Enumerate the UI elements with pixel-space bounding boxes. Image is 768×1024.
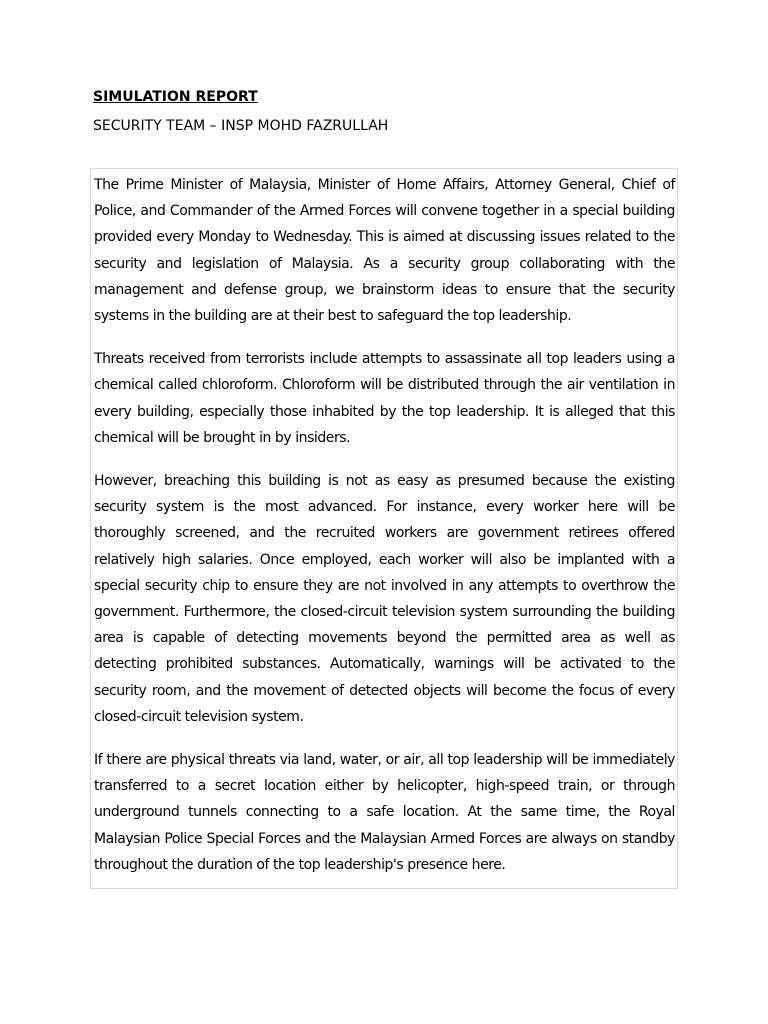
paragraph-threat-description: Threats received from terrorists include attempts to assassinate all top leaders using a chemical called chloroform. Chloroform will be distributed through the air ventilation in every building, especially those inhabited by the top leadership. It is alleged that this chemical will be brought in by insiders. [94,351,675,446]
paragraph-meeting-context: The Prime Minister of Malaysia, Minister of Home Affairs, Attorney General, Chief of Police, and Commander of the Armed Forces will convene together in a special building provided every Monday to Wednesday. This is aimed at discussing issues related to the security and legislation of Malaysia. As a security group collaborating with the management and defense group, we brainstorm ideas to ensure that the security systems in the building are at their best to safeguard the top leadership. [94,177,675,325]
report-body-box [90,168,678,889]
report-subtitle: SECURITY TEAM – INSP MOHD FAZRULLAH [93,118,389,134]
paragraph-physical-threat-response: If there are physical threats via land, water, or air, all top leadership will be immediately transferred to a secret location either by helicopter, high-speed train, or through underground tunnels connecting to a safe location. At the same time, the Royal Malaysian Police Special Forces and the Malaysian Armed Forces are always on standby throughout the duration of the top leadership's presence here. [94,752,675,873]
paragraph-security-system: However, breaching this building is not as easy as presumed because the existing security system is the most advanced. For instance, every worker here will be thoroughly screened, and the recruited workers are government retirees offered relatively high salaries. Once employed, each worker will also be implanted with a special security chip to ensure they are not involved in any attempts to overthrow the government. Furthermore, the closed-circuit television system surrounding the building area is capable of detecting movements beyond the permitted area as well as detecting prohibited substances. Automatically, warnings will be activated to the security room, and the movement of detected objects will become the focus of every closed-circuit television system. [94,473,675,725]
report-title: SIMULATION REPORT [93,89,258,105]
